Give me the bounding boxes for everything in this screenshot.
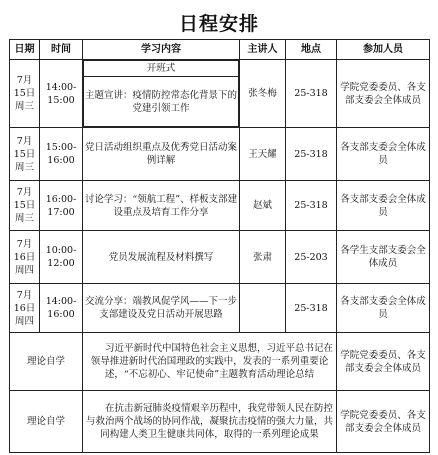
- speaker-cell: [240, 284, 286, 333]
- place-cell: 25-318: [286, 128, 337, 181]
- study-row: [10, 391, 430, 453]
- date-cell: [10, 181, 40, 231]
- place-cell: 25-318: [286, 284, 337, 333]
- attendees-cell: 学院党委委员、各支部支委会全体成员: [337, 391, 430, 453]
- date-month: 7月: [16, 135, 33, 147]
- time-cell: 10:00-12:00: [40, 231, 83, 284]
- attendees-cell: 学院党委委员、各支部支委会全体成员: [337, 333, 430, 391]
- date-day: 16日: [13, 302, 36, 314]
- attendees-cell: 各支部支委会全体成员: [337, 284, 430, 333]
- speaker-cell: 赵斌: [240, 181, 286, 231]
- study-content: 习近平新时代中国特色社会主义思想，习近平总书记在领导推进新时代治国理政的实践中，发表的一系列重要论述，“不忘初心、牢记使命”主题教育活动理论总结: [83, 333, 337, 391]
- date-weekday: 周三: [14, 101, 34, 112]
- date-day: 16日: [13, 251, 36, 263]
- place-cell: 25-203: [286, 231, 337, 284]
- header-speaker: 主讲人: [240, 40, 286, 60]
- attendees-cell: 各学生支部支委会全体成员: [337, 231, 430, 284]
- time-cell: 16:00-17:00: [40, 181, 83, 231]
- attendees-cell: 各支部支委会全体成员: [337, 181, 430, 231]
- content-cell: 党员发展流程及材料撰写: [83, 231, 240, 284]
- place-cell: 25-318: [286, 181, 337, 231]
- date-weekday: 周四: [14, 315, 34, 327]
- date-weekday: 周四: [14, 264, 34, 276]
- content-top: 开班式: [84, 61, 239, 77]
- time-cell: 15:00-16:00: [40, 128, 83, 181]
- date-day: 15日: [13, 148, 36, 160]
- date-month: 7月: [16, 238, 33, 250]
- study-label: 理论自学: [10, 391, 83, 453]
- speaker-cell: 张冬梅: [240, 60, 286, 128]
- date-cell: [10, 231, 40, 284]
- table-row: [10, 181, 430, 231]
- date-cell: [10, 60, 40, 128]
- time-cell: 14:00-15:00: [40, 60, 83, 128]
- study-content: 在抗击新冠肺炎疫情艰辛历程中，我党带领人民在防控与救治两个战场的协同作战，凝聚抗击疫情的强大力量，共同构建人类卫生健康共同体，取得的一系列理论成果: [83, 391, 337, 453]
- header-attendees: 参加人员: [337, 40, 430, 60]
- table-row: [10, 231, 430, 284]
- content-cell: 讨论学习：“领航工程”、样板支部建设重点及培育工作分享: [83, 181, 240, 231]
- date-weekday: 周三: [14, 213, 34, 224]
- attendees-cell: 学院党委委员、各支部支委会全体成员: [337, 60, 430, 128]
- speaker-cell: 王天耀: [240, 128, 286, 181]
- date-month: 7月: [16, 187, 33, 198]
- table-header-row: [10, 40, 430, 60]
- header-content: 学习内容: [83, 40, 240, 60]
- header-date: 日期: [10, 40, 40, 60]
- date-cell: [10, 128, 40, 181]
- date-month: 7月: [16, 289, 33, 301]
- attendees-cell: 各支部支委会全体成员: [337, 128, 430, 181]
- content-cell: [83, 60, 240, 128]
- content-cell: 党日活动组织重点及优秀党日活动案例详解: [83, 128, 240, 181]
- time-cell: 14:00-16:00: [40, 284, 83, 333]
- header-place: 地点: [286, 40, 337, 60]
- table-row: [10, 60, 430, 128]
- content-cell: 交流分享：端教风促学风——下一步支部建设及党日活动开展思路: [83, 284, 240, 333]
- date-day: 15日: [13, 88, 36, 99]
- date-weekday: 周三: [14, 161, 34, 173]
- page-title: 日程安排: [178, 13, 259, 35]
- date-day: 15日: [13, 200, 36, 211]
- table-row: [10, 128, 430, 181]
- table-row: [10, 284, 430, 333]
- header-time: 时间: [40, 40, 83, 60]
- date-cell: [10, 284, 40, 333]
- speaker-cell: 张肃: [240, 231, 286, 284]
- study-label: 理论自学: [10, 333, 83, 391]
- study-row: [10, 333, 430, 391]
- schedule-table: [9, 39, 430, 453]
- place-cell: 25-318: [286, 60, 337, 128]
- content-text: 主题宣讲：疫情防控常态化背景下的党建引领工作: [84, 77, 239, 127]
- date-month: 7月: [16, 75, 33, 86]
